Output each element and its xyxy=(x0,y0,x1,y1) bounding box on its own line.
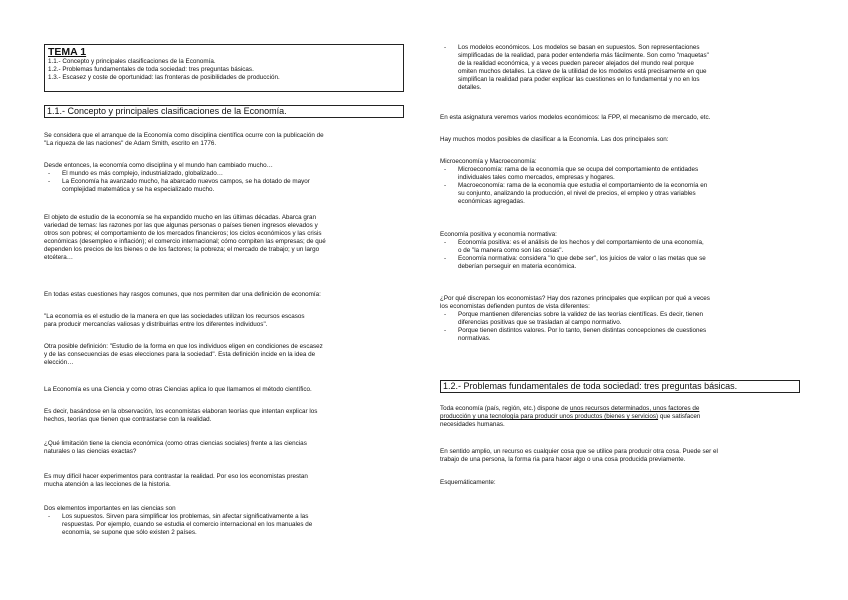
text-line: mucha atención a las lecciones de la historia. xyxy=(44,481,171,488)
topic-item: 1.1.- Concepto y principales clasificaciones de la Economía. xyxy=(48,58,216,65)
list-item xyxy=(44,178,406,194)
subheading: Economía positiva y economía normativa: xyxy=(440,231,557,238)
text-line: - Economía normativa: considera "lo que debe ser", los juicios de valor o las metas que se xyxy=(458,255,706,262)
paragraph xyxy=(440,136,802,144)
paragraph xyxy=(44,343,406,367)
text-line: ¿Qué limitación tiene la ciencia económica (como otras ciencias sociales) frente a las ciencias xyxy=(44,440,307,447)
text-line: los economistas defienden puntos de vista diferentes: xyxy=(440,303,590,310)
list-item xyxy=(44,170,406,178)
text-line: - Los modelos económicos. Los modelos se basan en supuestos. Son representaciones xyxy=(458,44,700,51)
text-line: Esquemáticamente: xyxy=(440,479,496,486)
section-heading: 1.2.- Problemas fundamentales de toda sociedad: tres preguntas básicas. xyxy=(440,380,800,393)
text-run: Toda economía (país, región, etc.) dispone de xyxy=(440,405,570,412)
text-line: - Porque tienen distintos valores. Por lo tanto, tienen distintas concepciones de cuestiones xyxy=(458,327,707,334)
text-line: - Porque mantienen diferencias sobre la validez de las teorías científicas. Es decir, tienen xyxy=(458,311,704,318)
text-line: "La economía es el estudio de la manera en que las sociedades utilizan los recursos escasos xyxy=(44,313,305,320)
paragraph xyxy=(440,231,802,271)
text-line: - El mundo es más complejo, industrializado, globalizado… xyxy=(62,170,224,177)
text-line: - Macroeconomía: rama de la economía que estudia el comportamiento de la economía en xyxy=(458,182,708,189)
text-line: para producir mercancías valiosas y distribuirlas entre los diferentes individuos". xyxy=(44,321,268,328)
list-item xyxy=(440,255,802,271)
text-line: Otra posible definición: "Estudio de la forma en que los individuos eligen en condiciones de escasez xyxy=(44,343,323,350)
text-line: dependen los precios de los bienes o de los factores; la pobreza; el mercado de trabajo; y un largo xyxy=(44,246,320,253)
definition-quote xyxy=(44,313,406,329)
paragraph xyxy=(44,505,406,537)
text-line: Es muy difícil hacer experimentos para contrastar la realidad. Por eso los economistas prestan xyxy=(44,473,308,480)
list-item xyxy=(44,513,406,537)
text-line: En esta asignatura veremos varios modelos económicos: la FPP, el mecanismo de mercado, etc. xyxy=(440,114,711,121)
paragraph xyxy=(44,386,406,394)
text-line: su conjunto, analizando la producción, el nivel de precios, el empleo y otras variables xyxy=(458,190,696,197)
paragraph xyxy=(440,448,802,464)
text-line: La Economía es una Ciencia y como otras Ciencias aplica lo que llamamos el método científico. xyxy=(44,386,312,393)
list-item xyxy=(440,239,802,255)
text-line: y de las consecuencias de esas elecciones para la sociedad". Esta definición incide en la idea de xyxy=(44,351,316,358)
text-line: complejidad matemática y se ha especializado mucho. xyxy=(62,186,215,193)
text-line: respuestas. Por ejemplo, cuando se estudia el comercio internacional en los manuales de xyxy=(62,521,313,528)
list-item xyxy=(440,311,802,327)
text-line: - Microeconomía: rama de la economía que se ocupa del comportamiento de entidades xyxy=(458,166,699,173)
text-line: detalles. xyxy=(458,84,482,91)
text-line: económicas agregadas. xyxy=(458,198,525,205)
paragraph xyxy=(440,44,802,92)
paragraph xyxy=(44,214,406,262)
text-line: - La Economía ha avanzado mucho, ha abarcado nuevos campos, se ha dotado de mayor xyxy=(62,178,310,185)
subheading: Microeconomía y Macroeconomía: xyxy=(440,158,537,165)
text-line: deberían perseguir en materia económica. xyxy=(458,263,577,270)
paragraph xyxy=(44,473,406,489)
paragraph xyxy=(44,162,406,194)
text-line xyxy=(440,413,802,421)
text-line: El objeto de estudio de la economía se ha expandido mucho en las últimas décadas. Abarca gran xyxy=(44,214,316,221)
text-line: simplifican la realidad para poder explicar las cuestiones en lo fundamental y no en los xyxy=(458,76,700,83)
text-line: Desde entonces, la economía como disciplina y el mundo han cambiado mucho… xyxy=(44,162,273,169)
text-line: de la realidad económica, y a veces pueden parecer alejados del mundo real porque xyxy=(458,60,694,67)
text-line: omiten muchos detalles. La clave de la utilidad de los modelos está precisamente en que xyxy=(458,68,707,75)
list-item xyxy=(440,182,802,206)
text-line: economía, se supone que sólo existen 2 países. xyxy=(62,529,197,536)
text-line: etcétera… xyxy=(44,254,74,261)
topic-item: 1.2.- Problemas fundamentales de toda sociedad: tres preguntas básicas. xyxy=(48,66,254,73)
paragraph xyxy=(44,132,406,148)
text-line: normativas. xyxy=(458,335,491,342)
text-line: variedad de temas: las razones por las que algunas personas o países tienen ingresos elevados y xyxy=(44,222,318,229)
topic-title: TEMA 1 xyxy=(48,46,87,58)
topic-index-box xyxy=(44,44,404,92)
paragraph xyxy=(44,408,406,424)
paragraph xyxy=(440,295,802,343)
text-line: En sentido amplio, un recurso es cualquier cosa que se utilice para producir otra cosa. Puede ser el xyxy=(440,448,718,455)
text-line xyxy=(440,405,802,413)
text-line: - Los supuestos. Sirven para simplificar los problemas, sin afectar significativamente a las xyxy=(62,513,309,520)
list-item xyxy=(440,166,802,182)
paragraph xyxy=(440,158,802,206)
underlined-text: producción y una tecnología para producir unos productos (bienes y servicios) xyxy=(440,413,659,420)
text-line: trabajo de una persona, la forma ria para hacer algo o una cosa producida previamente. xyxy=(440,456,686,463)
text-line: Hay muchos modos posibles de clasificar a la Economía. Las dos principales son: xyxy=(440,136,669,143)
text-line: Es decir, basándose en la observación, los economistas elaboran teorías que intentan explicar los xyxy=(44,408,318,415)
text-line: Dos elementos importantes en las ciencias son xyxy=(44,505,176,512)
text-line: elección… xyxy=(44,359,74,366)
text-line: económicas (desempleo e inflación); el comercio internacional; cómo compiten las empresas; de qué xyxy=(44,238,326,245)
paragraph xyxy=(44,291,406,299)
text-line: En todas estas cuestiones hay rasgos comunes, que nos permiten dar una definición de economía: xyxy=(44,291,321,298)
topic-item: 1.3.- Escasez y coste de oportunidad: las fronteras de posibilidades de producción. xyxy=(48,74,280,81)
paragraph xyxy=(44,440,406,456)
text-line: simplificadas de la realidad, para poder entenderla más fácilmente. Son como "maquetas" xyxy=(458,52,709,59)
list-item xyxy=(440,44,802,92)
text-line: individuales tales como mercados, empresas y hogares. xyxy=(458,174,615,181)
list-item xyxy=(440,327,802,343)
text-line: - Economía positiva: es el análisis de los hechos y del comportamiento de una economía, xyxy=(458,239,704,246)
text-line: otros son pobres; el comportamiento de los mercados financieros; los ciclos económicos y las crisis xyxy=(44,230,322,237)
text-line: ¿Por qué discrepan los economistas? Hay dos razones principales que explican por qué a veces xyxy=(440,295,710,302)
paragraph xyxy=(440,405,802,429)
text-line: naturales o las ciencias exactas? xyxy=(44,448,137,455)
text-run: que satisfacen xyxy=(658,413,701,420)
text-line: diferencias positivas que se trasladan al campo normativo. xyxy=(458,319,622,326)
underlined-text: unos recursos determinados, unos factores de xyxy=(569,405,700,412)
text-line: o de "la manera como son las cosas". xyxy=(458,247,564,254)
text-line: Se considera que el arranque de la Economía como disciplina científica ocurre con la publicación de xyxy=(44,132,324,139)
text-line: "La riqueza de las naciones" de Adam Smith, escrito en 1776. xyxy=(44,140,217,147)
text-line: hechos, teorías que tienen que contrastarse con la realidad. xyxy=(44,416,212,423)
paragraph xyxy=(440,479,802,487)
paragraph xyxy=(440,114,802,122)
section-heading: 1.1.- Concepto y principales clasificaciones de la Economía. xyxy=(44,105,404,118)
text-line: necesidades humanas. xyxy=(440,421,505,428)
